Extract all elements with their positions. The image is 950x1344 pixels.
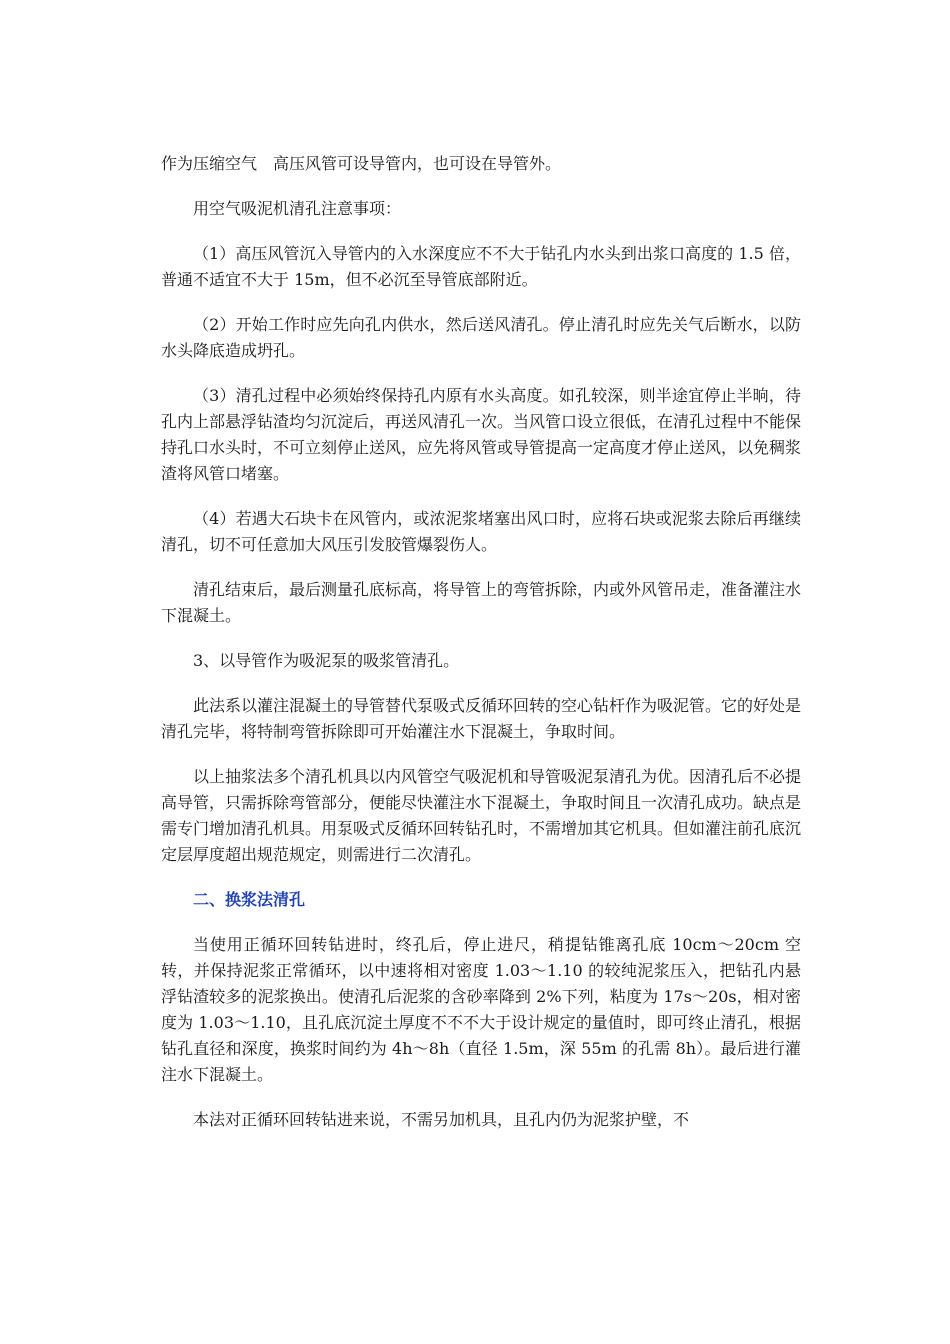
paragraph-8: 3、以导管作为吸泥泵的吸浆管清孔。 [193,651,460,670]
paragraph-10: 以上抽浆法多个清孔机具以内风管空气吸泥机和导管吸泥泵清孔为优。因清孔后不必提高导管，只需拆除弯管部分，便能尽快灌注水下混凝土，争取时间且一次清孔成功。缺点是需专门增加清孔机具。用泵吸式反循环回转钻孔时，不需增加其它机具。但如灌注前孔底沉定层厚度超出规范规定，则需进行二次清孔。 [161,767,802,864]
document-body [161,151,801,1152]
paragraph-1: 作为压缩空气 高压风管可设导管内，也可设在导管外。 [161,154,562,173]
paragraph-6: （4）若遇大石块卡在风管内，或浓泥浆堵塞出风口时，应将石块或泥浆去除后再继续清孔，切不可任意加大风压引发胶管爆裂伤人。 [161,509,801,554]
paragraph-2: 用空气吸泥机清孔注意事项： [193,199,402,218]
paragraph-11: 当使用正循环回转钻进时，终孔后，停止进尺，稍提钻锥离孔底 10cm～20cm 空转，并保持泥浆正常循环，以中速将相对密度 1.03～1.10 的较纯泥浆压入，把钻孔内悬浮钻渣较多的泥浆换出。使清孔后泥浆的含砂率降到 2%下列，粘度为 17s～20s，相对密度为 1.03～1.10，且孔底沉淀土厚度不不不大于设计规定的量值时，即可终止清孔，根据钻孔直径和深度，换浆时间约为 4h～8h（直径 1.5m，深 55m 的孔需 8h）。最后进行灌注水下混凝土。 [161,935,801,1084]
paragraph-4: （2）开始工作时应先向孔内供水，然后送风清孔。停止清孔时应先关气后断水，以防水头降底造成坍孔。 [161,315,801,360]
paragraph-3: （1）高压风管沉入导管内的入水深度应不不大于钻孔内水头到出浆口高度的 1.5 倍，普通不适宜不大于 15m，但不必沉至导管底部附近。 [161,244,801,289]
paragraph-12: 本法对正循环回转钻进来说，不需另加机具，且孔内仍为泥浆护壁，不 [193,1110,690,1129]
paragraph-7: 清孔结束后，最后测量孔底标高，将导管上的弯管拆除，内或外风管吊走，准备灌注水下混凝土。 [161,580,802,625]
section-heading: 二、换浆法清孔 [193,890,306,909]
paragraph-5: （3）清孔过程中必须始终保持孔内原有水头高度。如孔较深，则半途宜停止半晌，待孔内上部悬浮钻渣均匀沉淀后，再送风清孔一次。当风管口设立很低，在清孔过程中不能保持孔口水头时，不可立刻停止送风，应先将风管或导管提高一定高度才停止送风，以免稠浆渣将风管口堵塞。 [161,386,802,483]
paragraph-9: 此法系以灌注混凝土的导管替代泵吸式反循环回转的空心钻杆作为吸泥管。它的好处是清孔完毕，将特制弯管拆除即可开始灌注水下混凝土，争取时间。 [161,696,802,741]
